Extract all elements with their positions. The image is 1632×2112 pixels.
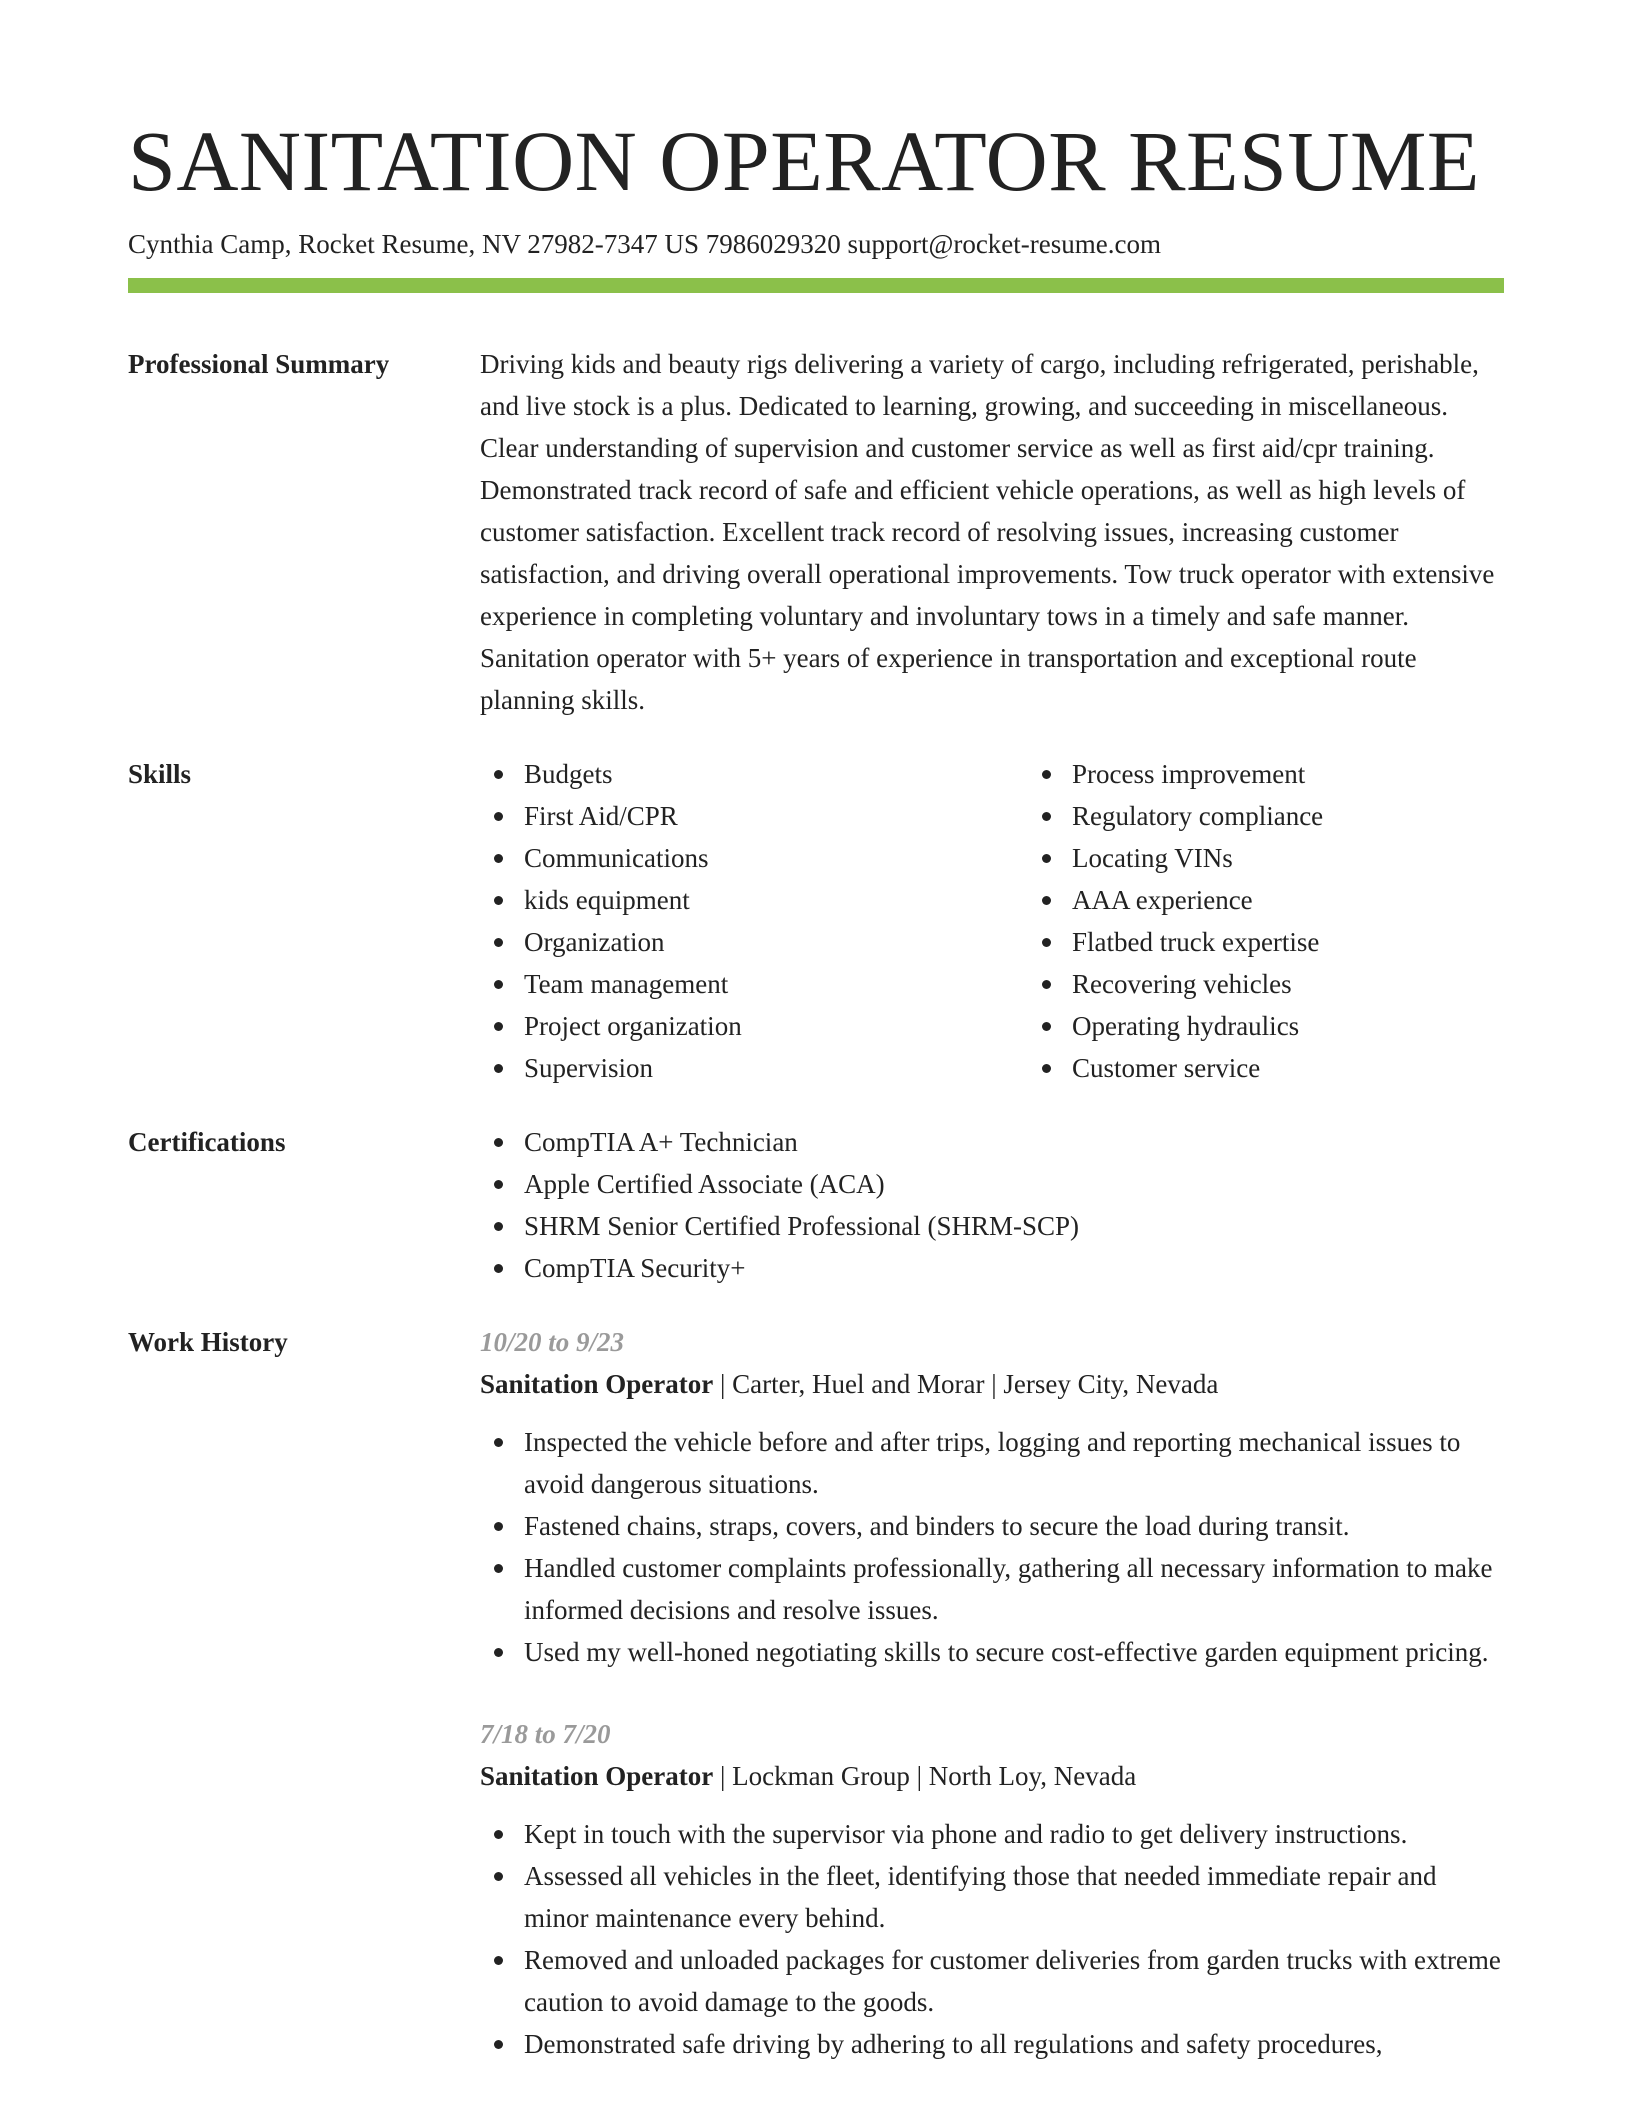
job-duties-list [480,1813,1504,2065]
job-heading [480,1755,1504,1797]
skill-item: Operating hydraulics [1072,1005,1576,1047]
job-title: Sanitation Operator [480,1369,714,1400]
job-duty-item: Used my well-honed negotiating skills to secure cost-effective garden equipment pricing. [524,1631,1504,1673]
section-heading-skills: Skills [128,759,192,790]
job-entry [480,1713,1504,2065]
skill-item: Project organization [524,1005,1028,1047]
certification-item: Apple Certified Associate (ACA) [524,1163,1504,1205]
job-details: | Lockman Group | North Loy, Nevada [713,1761,1137,1792]
job-duty-item: Kept in touch with the supervisor via phone and radio to get delivery instructions. [524,1813,1504,1855]
section-heading-certifications: Certifications [128,1127,286,1158]
skills-list-right [1028,753,1576,1089]
certification-item: CompTIA Security+ [524,1247,1504,1289]
job-heading [480,1363,1504,1405]
section-heading-work-history: Work History [128,1327,288,1358]
summary-text: Driving kids and beauty rigs delivering a variety of cargo, including refrigerated, perishable, and live stock is a plus. Dedicated to learning, growing, and succeeding in miscellaneous. Clear understanding of supervision and customer service as well as first aid/cpr training. Demonstrated track record of safe and efficient vehicle operations, as well as high levels of customer satisfaction. Excellent track record of resolving issues, increasing customer satisfaction, and driving overall operational improvements. Tow truck operator with extensive experience in completing voluntary and involuntary tows in a timely and safe manner. Sanitation operator with 5+ years of experience in transportation and exceptional route planning skills. [480,349,1495,716]
skill-item: Regulatory compliance [1072,795,1576,837]
skill-item: Process improvement [1072,753,1576,795]
job-duty-item: Inspected the vehicle before and after trips, logging and reporting mechanical issues to avoid dangerous situations. [524,1421,1504,1505]
job-duty-item: Removed and unloaded packages for customer deliveries from garden trucks with extreme caution to avoid damage to the goods. [524,1939,1504,2023]
resume-page [128,0,1504,2105]
skills-list-left [480,753,1028,1089]
job-dates: 10/20 to 9/23 [480,1327,625,1358]
job-duty-item: Assessed all vehicles in the fleet, identifying those that needed immediate repair and minor maintenance every behind. [524,1855,1504,1939]
skill-item: Customer service [1072,1047,1576,1089]
contact-line: Cynthia Camp, Rocket Resume, NV 27982-7347 US 7986029320 support@rocket-resume.com [128,229,1161,259]
certifications-list [480,1121,1504,1289]
skill-item: Locating VINs [1072,837,1576,879]
job-entry [480,1321,1504,1673]
certification-item: CompTIA A+ Technician [524,1121,1504,1163]
skill-item: First Aid/CPR [524,795,1028,837]
work-history-section [128,1321,1504,2105]
skill-item: Recovering vehicles [1072,963,1576,1005]
job-duty-item: Handled customer complaints professionally, gathering all necessary information to make informed decisions and resolve issues. [524,1547,1504,1631]
summary-section [128,343,1504,721]
job-title: Sanitation Operator [480,1761,714,1792]
skill-item: Organization [524,921,1028,963]
certifications-section [128,1121,1504,1289]
job-duty-item: Fastened chains, straps, covers, and binders to secure the load during transit. [524,1505,1504,1547]
skill-item: AAA experience [1072,879,1576,921]
accent-divider [128,278,1504,293]
job-details: | Carter, Huel and Morar | Jersey City, Nevada [713,1369,1219,1400]
job-dates: 7/18 to 7/20 [480,1719,611,1750]
skill-item: Team management [524,963,1028,1005]
job-duty-item: Demonstrated safe driving by adhering to all regulations and safety procedures, [524,2023,1504,2065]
section-heading-summary: Professional Summary [128,349,390,380]
skill-item: Flatbed truck expertise [1072,921,1576,963]
skill-item: Supervision [524,1047,1028,1089]
certification-item: SHRM Senior Certified Professional (SHRM-SCP) [524,1205,1504,1247]
job-duties-list [480,1421,1504,1673]
skills-section [128,753,1504,1089]
skill-item: Communications [524,837,1028,879]
resume-title: SANITATION OPERATOR RESUME [128,113,1480,209]
skill-item: Budgets [524,753,1028,795]
skill-item: kids equipment [524,879,1028,921]
